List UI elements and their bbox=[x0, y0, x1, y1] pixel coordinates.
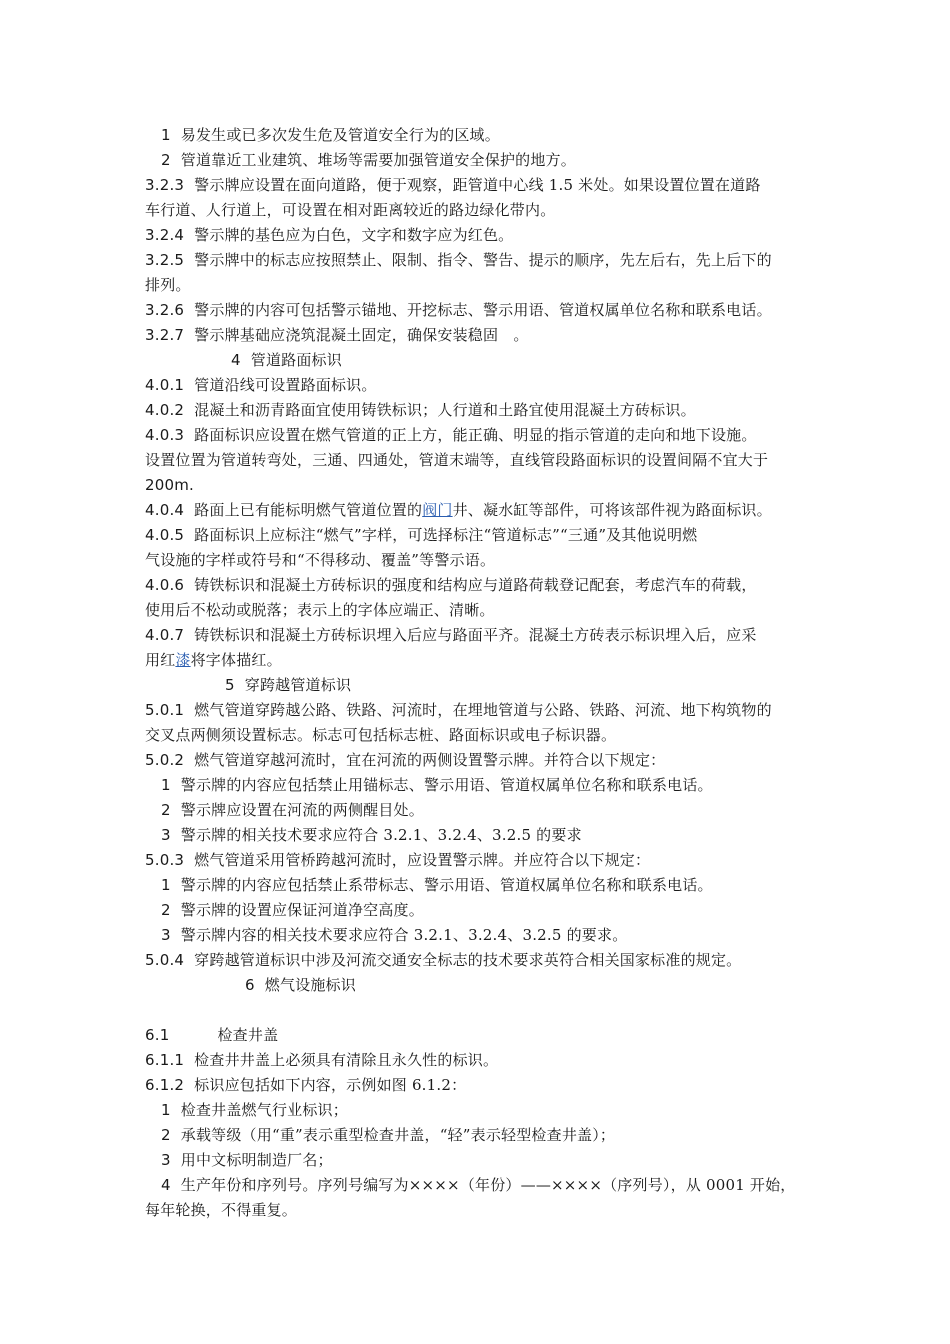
subsection-number: 6.1 bbox=[145, 1026, 170, 1044]
clause-text: 交叉点两侧须设置标志。标志可包括标志桩、路面标识或电子标识器。 bbox=[145, 726, 617, 744]
list-item bbox=[145, 898, 825, 923]
list-item bbox=[145, 1098, 825, 1123]
item-text: 用中文标明制造厂名； bbox=[180, 1151, 333, 1169]
list-item bbox=[145, 123, 825, 148]
clause-number: 5.0.1 bbox=[145, 701, 185, 719]
clause-5-0-1 bbox=[145, 698, 825, 723]
clause-4-0-5 bbox=[145, 523, 825, 548]
item-text: 检查井盖燃气行业标识； bbox=[180, 1101, 348, 1119]
document-page bbox=[145, 123, 825, 1223]
clause-text: 用红 bbox=[145, 651, 176, 669]
clause-3-2-3 bbox=[145, 173, 825, 198]
clause-number: 3.2.5 bbox=[145, 251, 185, 269]
list-item bbox=[145, 798, 825, 823]
clause-continuation bbox=[145, 548, 825, 573]
clause-number: 6.1.2 bbox=[145, 1076, 185, 1094]
clause-text: 燃气管道穿越河流时，宜在河流的两侧设置警示牌。并符合以下规定： bbox=[194, 751, 666, 769]
clause-number: 4.0.3 bbox=[145, 426, 185, 444]
item-number: 1 bbox=[161, 776, 171, 794]
clause-text: 路面标识应设置在燃气管道的正上方，能正确、明显的指示管道的走向和地下设施。 bbox=[194, 426, 757, 444]
section-title: 管道路面标识 bbox=[250, 351, 342, 369]
item-text: 每年轮换，不得重复。 bbox=[145, 1201, 298, 1219]
clause-continuation bbox=[145, 723, 825, 748]
item-number: 3 bbox=[161, 926, 171, 944]
section-heading-6 bbox=[145, 973, 825, 998]
section-heading-4 bbox=[145, 348, 825, 373]
clause-3-2-6 bbox=[145, 298, 825, 323]
clause-text: 200m. bbox=[145, 476, 195, 494]
list-item bbox=[145, 1173, 825, 1198]
item-number: 1 bbox=[161, 876, 171, 894]
item-number: 2 bbox=[161, 1126, 171, 1144]
clause-text: 混凝土和沥青路面宜使用铸铁标识；人行道和土路宜使用混凝土方砖标识。 bbox=[194, 401, 696, 419]
clause-text: 警示牌应设置在面向道路，便于观察，距管道中心线 1.5 米处。如果设置位置在道路 bbox=[194, 176, 761, 194]
clause-number: 3.2.6 bbox=[145, 301, 185, 319]
clause-3-2-5 bbox=[145, 248, 825, 273]
clause-number: 6.1.1 bbox=[145, 1051, 185, 1069]
clause-text: 警示牌的内容可包括警示锚地、开挖标志、警示用语、管道权属单位名称和联系电话。 bbox=[194, 301, 772, 319]
section-number: 6 bbox=[245, 976, 255, 994]
subsection-6-1 bbox=[145, 1023, 825, 1048]
item-text: 管道靠近工业建筑、堆场等需要加强管道安全保护的地方。 bbox=[180, 151, 576, 169]
clause-text: 燃气管道穿跨越公路、铁路、河流时，在埋地管道与公路、铁路、河流、地下构筑物的 bbox=[194, 701, 772, 719]
clause-3-2-7 bbox=[145, 323, 825, 348]
clause-number: 5.0.2 bbox=[145, 751, 185, 769]
item-number: 1 bbox=[161, 1101, 171, 1119]
clause-number: 4.0.1 bbox=[145, 376, 185, 394]
item-text: 警示牌的内容应包括禁止系带标志、警示用语、管道权属单位名称和联系电话。 bbox=[180, 876, 713, 894]
clause-number: 4.0.4 bbox=[145, 501, 185, 519]
section-number: 5 bbox=[225, 676, 235, 694]
valve-link[interactable]: 阀门 bbox=[422, 501, 453, 519]
item-number: 3 bbox=[161, 826, 171, 844]
item-text: 警示牌应设置在河流的两侧醒目处。 bbox=[180, 801, 424, 819]
clause-4-0-2 bbox=[145, 398, 825, 423]
clause-continuation bbox=[145, 648, 825, 673]
clause-text: 标识应包括如下内容，示例如图 6.1.2： bbox=[194, 1076, 467, 1094]
clause-4-0-3 bbox=[145, 423, 825, 448]
item-text: 警示牌的内容应包括禁止用锚标志、警示用语、管道权属单位名称和联系电话。 bbox=[180, 776, 713, 794]
item-number: 4 bbox=[161, 1176, 171, 1194]
clause-text: 路面上已有能标明燃气管道位置的 bbox=[194, 501, 423, 519]
clause-4-0-1 bbox=[145, 373, 825, 398]
clause-text: 井、凝水缸等部件，可将该部件视为路面标识。 bbox=[452, 501, 772, 519]
item-text: 警示牌内容的相关技术要求应符合 3.2.1、3.2.4、3.2.5 的要求。 bbox=[180, 926, 628, 944]
clause-number: 4.0.5 bbox=[145, 526, 185, 544]
clause-6-1-2 bbox=[145, 1073, 825, 1098]
clause-text: 设置位置为管道转弯处，三通、四通处，管道末端等，直线管段路面标识的设置间隔不宜大于 bbox=[145, 451, 769, 469]
clause-number: 4.0.7 bbox=[145, 626, 185, 644]
item-text: 警示牌的相关技术要求应符合 3.2.1、3.2.4、3.2.5 的要求 bbox=[180, 826, 582, 844]
clause-text: 气设施的字样或符号和“不得移动、覆盖”等警示语。 bbox=[145, 551, 496, 569]
clause-text: 燃气管道采用管桥跨越河流时，应设置警示牌。并应符合以下规定： bbox=[194, 851, 651, 869]
clause-continuation bbox=[145, 198, 825, 223]
clause-text: 警示牌中的标志应按照禁止、限制、指令、警告、提示的顺序，先左后右，先上后下的 bbox=[194, 251, 772, 269]
item-number: 1 bbox=[161, 126, 171, 144]
subsection-title: 检查井盖 bbox=[217, 1026, 279, 1044]
paint-link[interactable]: 漆 bbox=[175, 651, 191, 669]
clause-3-2-4 bbox=[145, 223, 825, 248]
list-item bbox=[145, 923, 825, 948]
clause-number: 3.2.7 bbox=[145, 326, 185, 344]
clause-text: 铸铁标识和混凝土方砖标识的强度和结构应与道路荷载登记配套，考虑汽车的荷载， bbox=[194, 576, 757, 594]
clause-6-1-1 bbox=[145, 1048, 825, 1073]
clause-continuation bbox=[145, 273, 825, 298]
list-item bbox=[145, 148, 825, 173]
clause-number: 4.0.6 bbox=[145, 576, 185, 594]
clause-text: 车行道、人行道上，可设置在相对距离较近的路边绿化带内。 bbox=[145, 201, 556, 219]
clause-text: 警示牌的基色应为白色，文字和数字应为红色。 bbox=[194, 226, 514, 244]
item-text: 警示牌的设置应保证河道净空高度。 bbox=[180, 901, 424, 919]
list-item bbox=[145, 773, 825, 798]
clause-text: 警示牌基础应浇筑混凝土固定，确保安装稳固 。 bbox=[194, 326, 529, 344]
clause-text: 路面标识上应标注“燃气”字样，可选择标注“管道标志”“三通”及其他说明燃 bbox=[194, 526, 698, 544]
section-heading-5 bbox=[145, 673, 825, 698]
clause-text: 使用后不松动或脱落；表示上的字体应端正、清晰。 bbox=[145, 601, 495, 619]
clause-number: 3.2.3 bbox=[145, 176, 185, 194]
clause-text: 管道沿线可设置路面标识。 bbox=[194, 376, 377, 394]
item-number: 2 bbox=[161, 901, 171, 919]
clause-5-0-4 bbox=[145, 948, 825, 973]
clause-number: 3.2.4 bbox=[145, 226, 185, 244]
item-text: 生产年份和序列号。序列号编写为××××（年份）——××××（序列号），从 0001 开始， bbox=[180, 1176, 796, 1194]
clause-number: 4.0.2 bbox=[145, 401, 185, 419]
clause-4-0-4 bbox=[145, 498, 825, 523]
clause-continuation bbox=[145, 598, 825, 623]
clause-continuation bbox=[145, 473, 825, 498]
clause-number: 5.0.3 bbox=[145, 851, 185, 869]
clause-4-0-6 bbox=[145, 573, 825, 598]
item-number: 3 bbox=[161, 1151, 171, 1169]
clause-4-0-7 bbox=[145, 623, 825, 648]
clause-5-0-3 bbox=[145, 848, 825, 873]
clause-text: 排列。 bbox=[145, 276, 191, 294]
item-number: 2 bbox=[161, 801, 171, 819]
section-number: 4 bbox=[231, 351, 241, 369]
item-text: 易发生或已多次发生危及管道安全行为的区域。 bbox=[180, 126, 500, 144]
clause-5-0-2 bbox=[145, 748, 825, 773]
clause-text: 铸铁标识和混凝土方砖标识埋入后应与路面平齐。混凝土方砖表示标识埋入后，应采 bbox=[194, 626, 757, 644]
clause-continuation bbox=[145, 448, 825, 473]
list-item bbox=[145, 1148, 825, 1173]
section-title: 燃气设施标识 bbox=[264, 976, 356, 994]
item-number: 2 bbox=[161, 151, 171, 169]
clause-text: 穿跨越管道标识中涉及河流交通安全标志的技术要求英符合相关国家标准的规定。 bbox=[194, 951, 742, 969]
clause-text: 检查井井盖上必须具有清除且永久性的标识。 bbox=[194, 1051, 499, 1069]
clause-continuation bbox=[145, 1198, 825, 1223]
list-item bbox=[145, 1123, 825, 1148]
list-item bbox=[145, 873, 825, 898]
section-title: 穿跨越管道标识 bbox=[244, 676, 352, 694]
blank-line bbox=[145, 998, 825, 1023]
item-text: 承载等级（用“重”表示重型检查井盖，“轻”表示轻型检查井盖）； bbox=[180, 1126, 616, 1144]
clause-number: 5.0.4 bbox=[145, 951, 185, 969]
list-item bbox=[145, 823, 825, 848]
clause-text: 将字体描红。 bbox=[190, 651, 282, 669]
